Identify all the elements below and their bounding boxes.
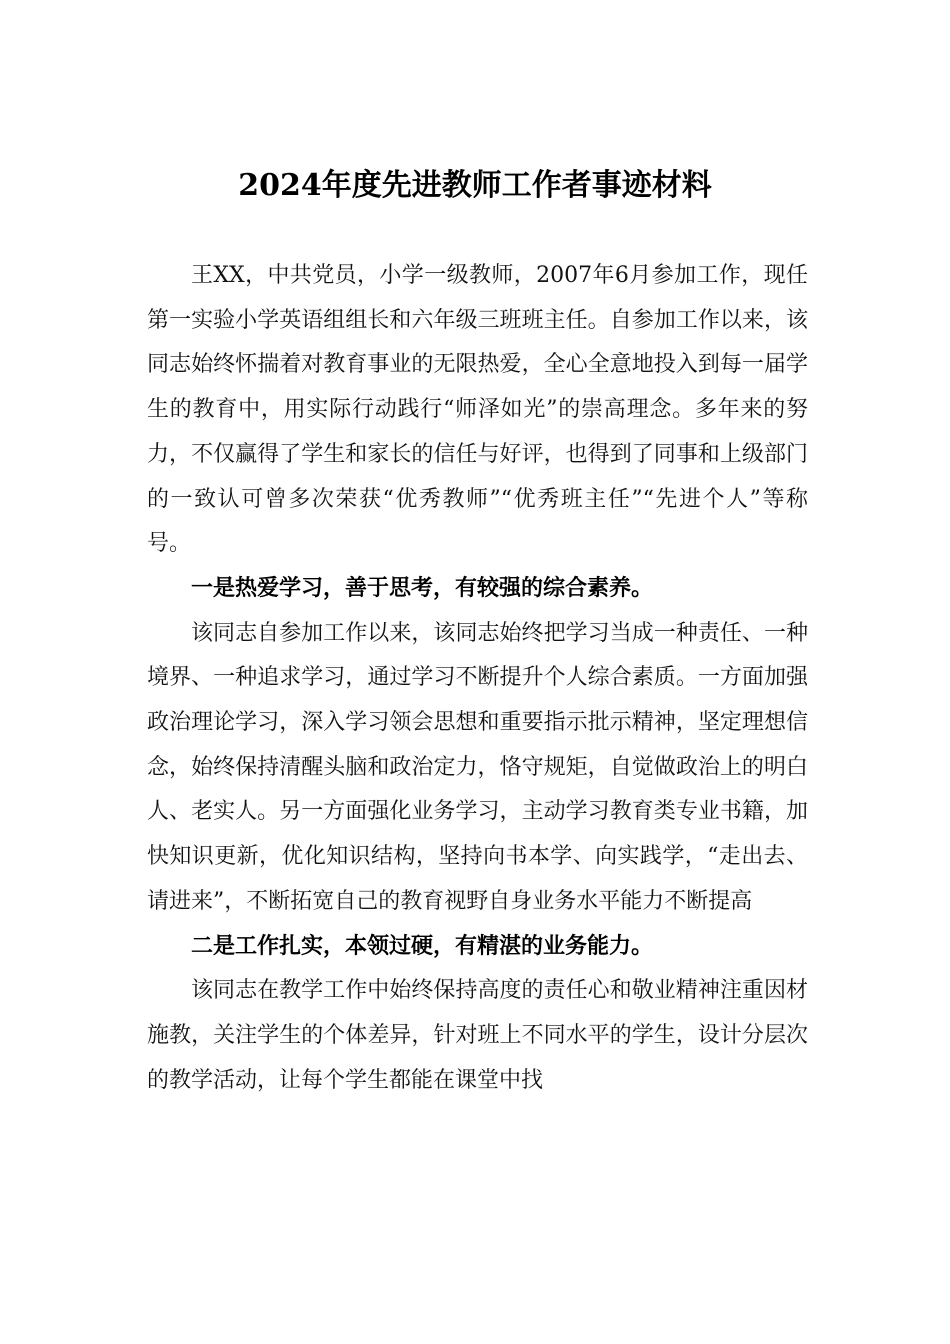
section-2-paragraph: 该同志在教学工作中始终保持高度的责任心和敬业精神注重因材施教，关注学生的个体差异，针对班上不同水平的学生，设计分层次的教学活动，让每个学生都能在课堂中找 — [147, 978, 808, 1093]
intro-paragraph: 王XX，中共党员，小学一级教师，2007年6月参加工作，现任第一实验小学英语组组长和六年级三班班主任。自参加工作以来，该同志始终怀揣着对教育事业的无限热爱，全心全意地投入到每一届学生的教育中，用实际行动践行“师泽如光”的崇高理念。多年来的努力，不仅赢得了学生和家长的信任与好评，也得到了同事和上级部门的一致认可曾多次荣获“优秀教师”“优秀班主任”“先进个人”等称号。 — [147, 263, 808, 557]
section-2-heading: 二是工作扎实，本领过硬，有精湛的业务能力。 — [191, 933, 654, 959]
document-title: 2024年度先进教师工作者事迹材料 — [238, 168, 712, 203]
section-1-paragraph: 该同志自参加工作以来，该同志始终把学习当成一种责任、一种境界、一种追求学习，通过学习不断提升个人综合素质。一方面加强政治理论学习，深入学习领会思想和重要指示批示精神，坚定理想信念，始终保持清醒头脑和政治定力，恪守规矩，自觉做政治上的明白人、老实人。另一方面强化业务学习，主动学习教育类专业书籍，加快知识更新，优化知识结构，坚持向书本学、向实践学，“走出去、请进来”，不断拓宽自己的教育视野自身业务水平能力不断提高 — [147, 620, 808, 914]
document-body — [147, 254, 808, 1103]
section-1-heading: 一是热爱学习，善于思考，有较强的综合素养。 — [191, 575, 654, 601]
